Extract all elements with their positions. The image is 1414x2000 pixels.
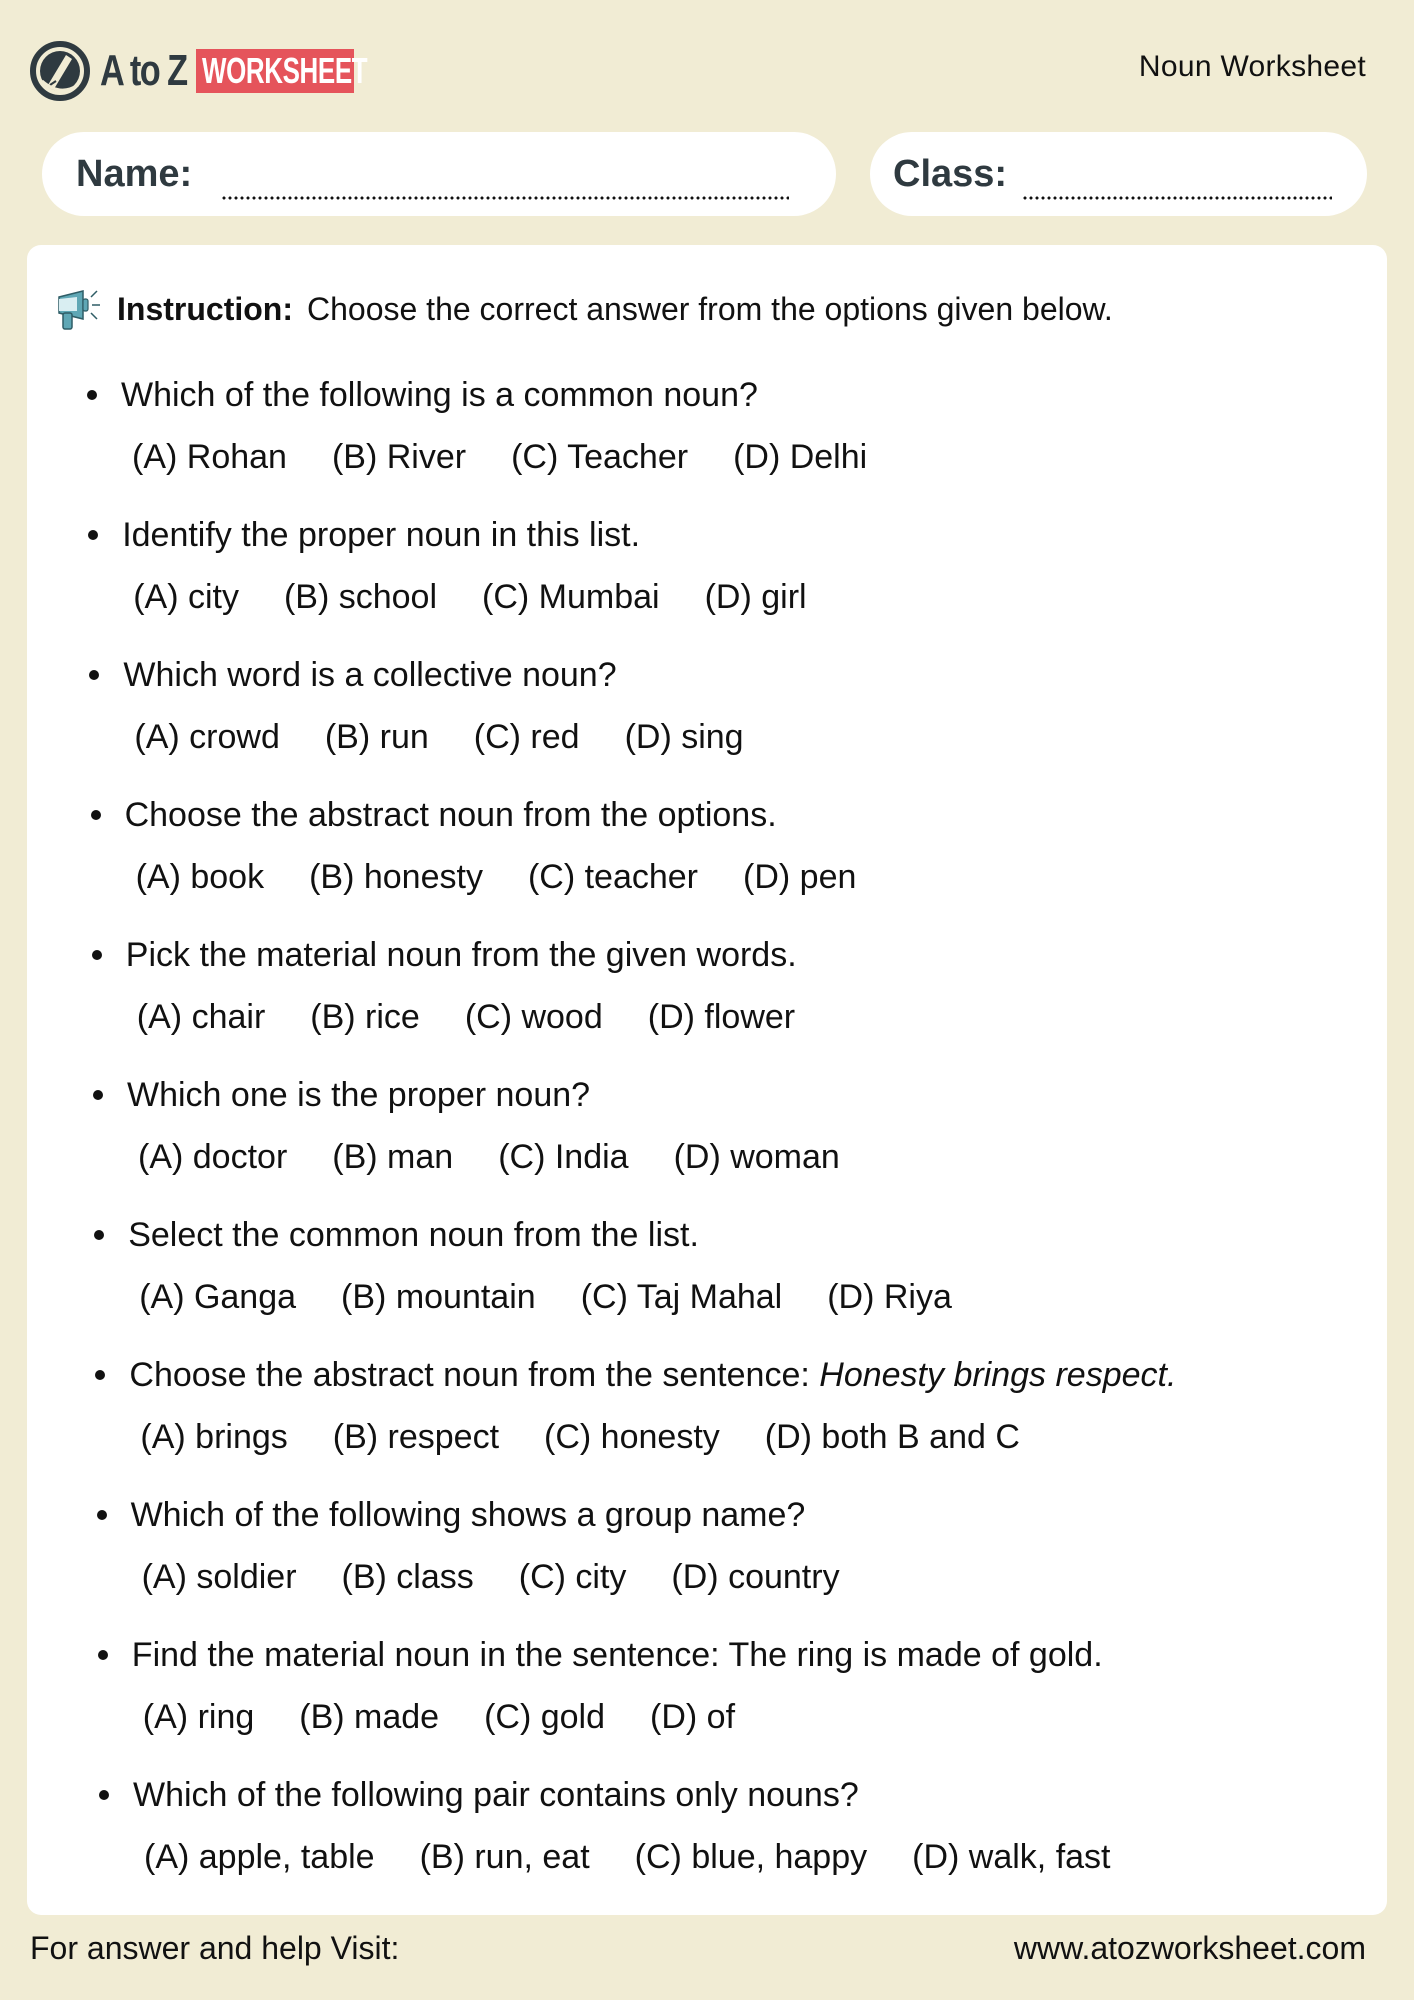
answer-option-a[interactable]: (A) Ganga [139, 1277, 297, 1316]
question-text-main: Pick the material noun from the given words. [125, 935, 797, 974]
answer-option-d[interactable]: (D) country [671, 1557, 840, 1596]
question-item [91, 793, 902, 899]
answer-option-b[interactable]: (B) class [341, 1557, 474, 1596]
logo-badge: WORKSHEET [196, 49, 354, 93]
answer-option-d[interactable]: (D) Riya [827, 1277, 952, 1316]
question-item [88, 513, 851, 619]
answer-option-c[interactable]: (C) gold [484, 1697, 606, 1736]
question-row [97, 1493, 885, 1537]
bullet-icon [94, 1230, 104, 1240]
question-text-main: Identify the proper noun in this list. [122, 515, 641, 554]
question-text [133, 1776, 859, 1815]
question-text [122, 516, 640, 555]
instruction-text: Choose the correct answer from the options given below. [306, 290, 1113, 327]
answer-option-d[interactable]: (D) girl [704, 577, 807, 616]
question-text-main: Choose the abstract noun from the sentence: [129, 1355, 820, 1394]
answer-option-c[interactable]: (C) honesty [544, 1417, 720, 1456]
question-text-main: Which of the following is a common noun? [121, 375, 758, 414]
answer-option-a[interactable]: (A) Rohan [132, 437, 287, 476]
instruction [55, 287, 1113, 331]
answer-options [133, 575, 851, 619]
answer-option-c[interactable]: (C) teacher [527, 857, 699, 896]
question-text-italic: Honesty brings respect. [819, 1355, 1177, 1394]
answer-option-b[interactable]: (B) rice [310, 997, 420, 1036]
question-text [131, 1496, 806, 1535]
question-row [91, 793, 902, 837]
answer-option-c[interactable]: (C) red [473, 717, 580, 756]
answer-option-a[interactable]: (A) chair [136, 997, 266, 1036]
answer-options [139, 1275, 997, 1319]
instruction-label: Instruction: [117, 290, 293, 327]
question-row [95, 1353, 1176, 1397]
question-item [97, 1493, 885, 1599]
question-item [92, 933, 840, 1039]
question-item [93, 1073, 885, 1179]
question-row [93, 1073, 885, 1117]
question-item [94, 1213, 997, 1319]
answer-option-a[interactable]: (A) book [135, 857, 265, 896]
question-row [89, 653, 788, 697]
bullet-icon [88, 530, 98, 540]
question-item [98, 1633, 1103, 1739]
answer-option-b[interactable]: (B) mountain [341, 1277, 536, 1316]
answer-option-d[interactable]: (D) of [650, 1697, 736, 1736]
answer-option-d[interactable]: (D) Delhi [733, 437, 868, 476]
answer-options [134, 715, 788, 759]
answer-option-c[interactable]: (C) India [498, 1137, 629, 1176]
answer-option-a[interactable]: (A) city [133, 577, 239, 616]
question-row [99, 1773, 1156, 1817]
question-text-main: Which of the following shows a group name? [130, 1495, 806, 1534]
answer-option-d[interactable]: (D) flower [647, 997, 796, 1036]
answer-options [136, 855, 902, 899]
answer-option-a[interactable]: (A) brings [140, 1417, 288, 1456]
question-row [87, 373, 912, 417]
answer-option-a[interactable]: (A) ring [142, 1697, 255, 1736]
name-label: Name: [76, 152, 193, 195]
brand-logo [30, 40, 368, 102]
bullet-icon [92, 950, 102, 960]
answer-option-c[interactable]: (C) wood [464, 997, 603, 1036]
question-item [89, 653, 788, 759]
question-text [128, 1216, 699, 1255]
bullet-icon [97, 1510, 107, 1520]
answer-option-c[interactable]: (C) city [518, 1557, 627, 1596]
name-dotted-line[interactable] [221, 196, 789, 200]
answer-options [140, 1415, 1176, 1459]
answer-option-d[interactable]: (D) woman [673, 1137, 840, 1176]
question-text [125, 796, 777, 835]
megaphone-icon [55, 287, 103, 331]
question-text-main: Find the material noun in the sentence: The ring is made of gold. [131, 1635, 1103, 1674]
question-text [121, 376, 758, 415]
answer-option-c[interactable]: (C) blue, happy [634, 1837, 868, 1876]
bullet-icon [93, 1090, 103, 1100]
answer-options [143, 1695, 1103, 1739]
question-text-main: Select the common noun from the list. [128, 1215, 699, 1254]
name-field[interactable] [42, 132, 836, 216]
answer-option-a[interactable]: (A) apple, table [144, 1837, 375, 1876]
logo-text: A to Z [100, 46, 187, 95]
answer-option-b[interactable]: (B) run [324, 717, 429, 756]
question-row [92, 933, 840, 977]
bullet-icon [89, 670, 99, 680]
answer-option-d[interactable]: (D) pen [743, 857, 857, 896]
answer-options [138, 1135, 885, 1179]
answer-options [144, 1835, 1156, 1879]
answer-option-a[interactable]: (A) doctor [138, 1137, 288, 1176]
answer-option-b[interactable]: (B) run, eat [419, 1837, 590, 1876]
footer-website-link[interactable]: www.atozworksheet.com [1013, 1930, 1366, 1966]
pen-logo-icon [30, 41, 90, 101]
question-row [98, 1633, 1103, 1677]
footer-help-text: For answer and help Visit: [30, 1930, 400, 1966]
answer-option-b[interactable]: (B) River [331, 437, 467, 476]
answer-option-c[interactable]: (C) Teacher [511, 437, 689, 476]
answer-option-a[interactable]: (A) crowd [134, 717, 280, 756]
answer-option-a[interactable]: (A) soldier [141, 1557, 297, 1596]
answer-option-b[interactable]: (B) honesty [309, 857, 483, 896]
answer-option-d[interactable]: (D) walk, fast [912, 1837, 1111, 1876]
question-text-main: Which one is the proper noun? [127, 1075, 591, 1114]
answer-option-d[interactable]: (D) sing [624, 717, 744, 756]
question-text-main: Which word is a collective noun? [123, 655, 617, 694]
question-item [87, 373, 912, 479]
answer-options [137, 995, 840, 1039]
answer-option-d[interactable]: (D) both B and C [764, 1417, 1020, 1456]
bullet-icon [91, 810, 101, 820]
class-field[interactable] [870, 132, 1367, 216]
question-text [127, 1076, 590, 1115]
answer-option-b[interactable]: (B) respect [332, 1417, 500, 1456]
answer-options [142, 1555, 885, 1599]
question-item [99, 1773, 1156, 1879]
answer-option-b[interactable]: (B) man [332, 1137, 454, 1176]
worksheet-card [27, 245, 1387, 1915]
bullet-icon [99, 1790, 109, 1800]
question-item [95, 1353, 1176, 1459]
question-row [88, 513, 851, 557]
question-text-main: Which of the following pair contains only nouns? [133, 1775, 859, 1814]
bullet-icon [98, 1650, 108, 1660]
answer-options [132, 435, 912, 479]
bullet-icon [87, 390, 97, 400]
question-text-main: Choose the abstract noun from the options. [124, 795, 777, 834]
question-text [126, 936, 797, 975]
question-row [94, 1213, 997, 1257]
document-title: Noun Worksheet [1138, 50, 1366, 83]
question-text [132, 1636, 1103, 1675]
answer-option-b[interactable]: (B) made [299, 1697, 440, 1736]
class-label: Class: [893, 152, 1008, 195]
answer-option-c[interactable]: (C) Mumbai [482, 577, 660, 616]
class-dotted-line[interactable] [1022, 196, 1332, 200]
answer-option-c[interactable]: (C) Taj Mahal [580, 1277, 783, 1316]
question-text [129, 1356, 1176, 1395]
question-text [123, 656, 616, 695]
bullet-icon [95, 1370, 105, 1380]
answer-option-b[interactable]: (B) school [283, 577, 438, 616]
